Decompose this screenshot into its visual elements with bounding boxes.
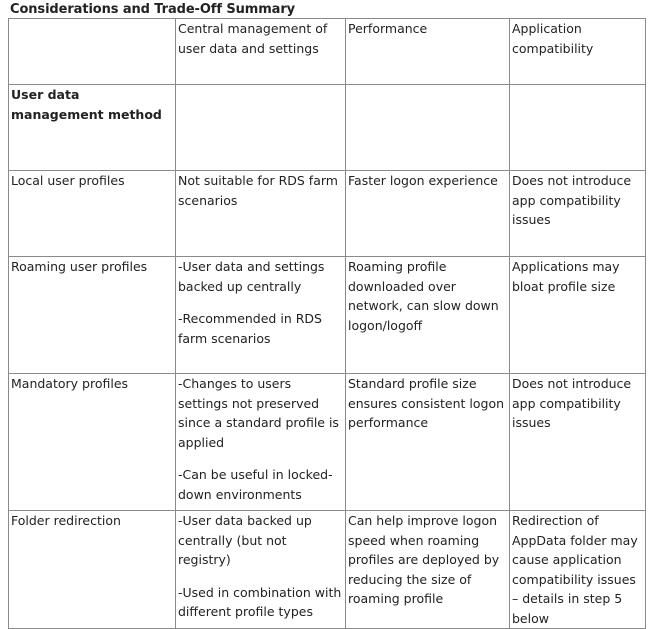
central-cell <box>176 257 346 374</box>
method-empty-cell <box>510 85 646 171</box>
performance-cell <box>346 511 510 629</box>
header-performance: Performance <box>346 19 510 85</box>
cell-text: Does not introduce app compatibility issues <box>512 173 632 227</box>
table-row <box>9 511 646 629</box>
cell-text: Roaming profile downloaded over network, can slow down logon/logoff <box>348 259 499 333</box>
performance-cell <box>346 374 510 511</box>
table-title: Considerations and Trade-Off Summary <box>10 2 296 17</box>
header-corner <box>9 19 176 85</box>
method-empty-cell <box>176 85 346 171</box>
table-row <box>9 257 646 374</box>
cell-text: -Recommended in RDS farm scenarios <box>178 311 322 346</box>
cell-text: Standard profile size ensures consistent logon performance <box>348 376 505 430</box>
method-label: User data management method <box>9 85 176 171</box>
cell-text: Does not introduce app compatibility issues <box>512 376 632 430</box>
performance-cell <box>346 257 510 374</box>
compat-cell <box>510 511 646 629</box>
header-app-compatibility: Application compatibility <box>510 19 646 85</box>
cell-text: -Used in combination with different profile types <box>178 584 342 619</box>
header-central-management: Central management of user data and settings <box>176 19 346 85</box>
header-row <box>9 19 646 85</box>
row-label: Local user profiles <box>9 171 176 257</box>
method-row <box>9 85 646 171</box>
cell-text: -Changes to users settings not preserved since a standard profile is applied <box>178 376 339 450</box>
compat-cell <box>510 171 646 257</box>
cell-text: -User data and settings backed up centrally <box>178 259 325 294</box>
table-row <box>9 171 646 257</box>
row-label: Folder redirection <box>9 511 176 629</box>
compat-cell <box>510 374 646 511</box>
performance-cell <box>346 171 510 257</box>
cell-text: -Can be useful in locked-down environments <box>178 467 333 502</box>
table-row <box>9 374 646 511</box>
cell-text: Redirection of AppData folder may cause application compatibility issues – details in step 5 below <box>512 513 638 626</box>
central-cell <box>176 511 346 629</box>
cell-text: Not suitable for RDS farm scenarios <box>178 173 338 208</box>
central-cell <box>176 171 346 257</box>
method-empty-cell <box>346 85 510 171</box>
compat-cell <box>510 257 646 374</box>
row-label: Roaming user profiles <box>9 257 176 374</box>
cell-text: Can help improve logon speed when roaming profiles are deployed by reducing the size of roaming profile <box>348 513 500 606</box>
cell-text: Applications may bloat profile size <box>512 259 620 294</box>
central-cell <box>176 374 346 511</box>
tradeoff-table <box>8 18 646 629</box>
cell-text: Faster logon experience <box>348 173 498 188</box>
row-label: Mandatory profiles <box>9 374 176 511</box>
cell-text: -User data backed up centrally (but not registry) <box>178 513 312 567</box>
